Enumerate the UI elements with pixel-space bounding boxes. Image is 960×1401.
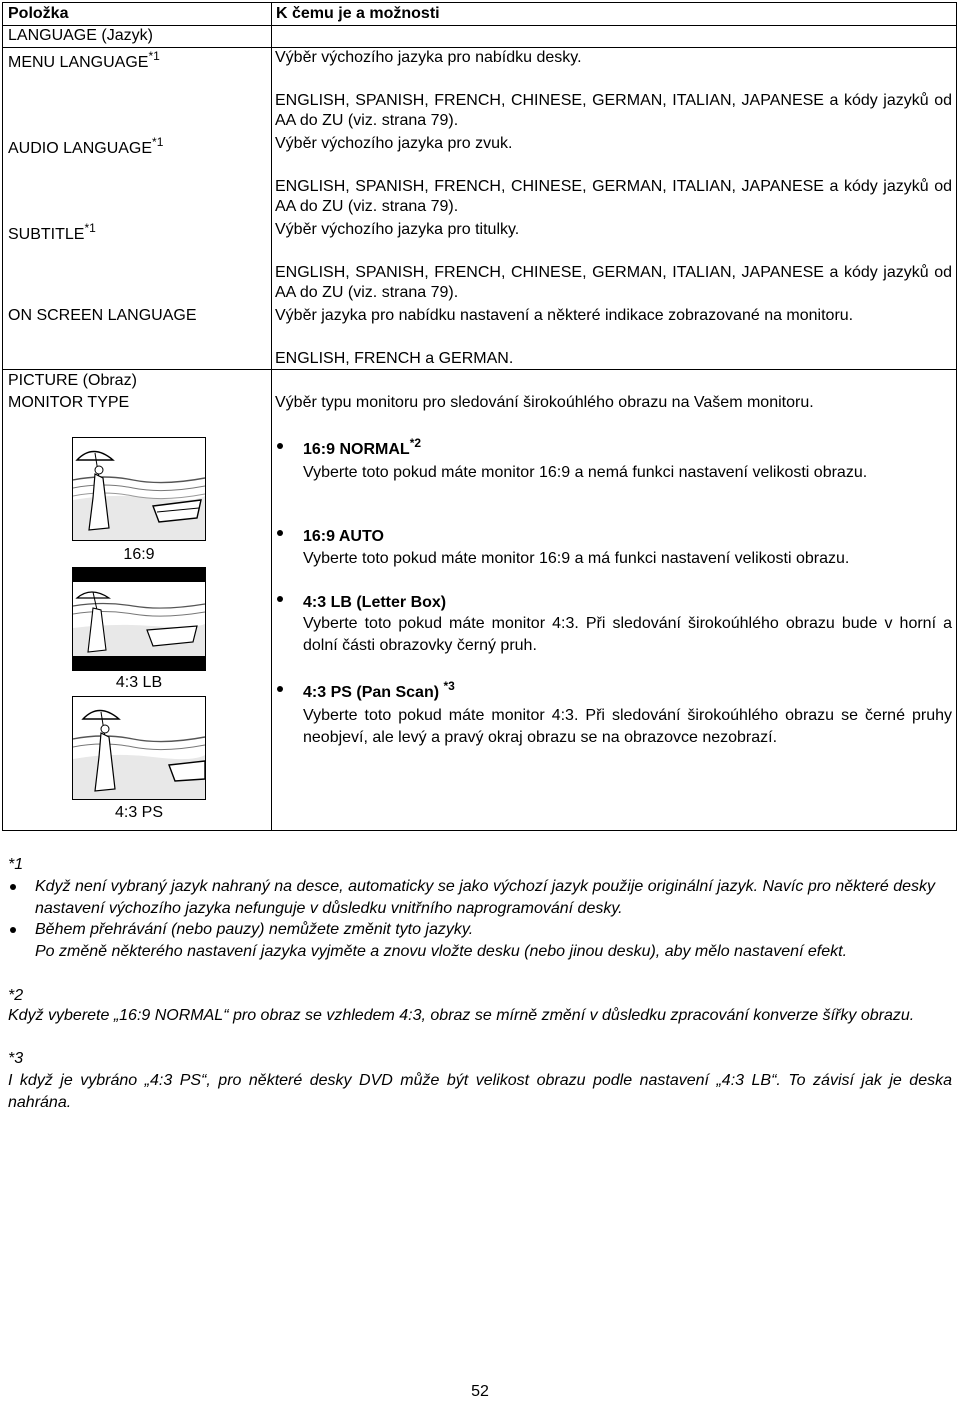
note-3-text: I když je vybráno „4:3 PS“, pro některé desky DVD může být velikost obrazu podle nastavení „4:3 LB“. To závisí jak je deska nahrána. [8,1072,952,1111]
row-audio-language-label: AUDIO LANGUAGE$^{*1}$ [8,134,164,157]
option-4-3-lb-text: Vyberte toto pokud máte monitor 4:3. Při sledování širokoúhlého obrazu bude v horní a dolní části obrazovky černý pruh. [303,615,952,654]
note-1-bullet-1: Když není vybraný jazyk nahraný na desce, automaticky se jako výchozí jazyk použije originální jazyk. Navíc pro některé desky nastavení výchozího jazyka nefunguje v důsledku vnitřního naprogramování desky. [35,878,935,917]
page-number: 52 [471,1383,489,1400]
option-4-3-lb-title: 4:3 LB (Letter Box) [303,594,447,611]
bullet-icon [277,530,283,536]
option-4-3-ps-title: 4:3 PS (Pan Scan) $^{*3}$ [303,678,455,701]
bullet-icon [277,443,283,449]
note-1-bullet-2b: Po změně některého nastavení jazyka vyjměte a znovu vložte desku (nebo jinou desku), aby mělo nastavení efekt. [35,943,848,960]
image-4-3-ps-label: 4:3 PS [114,804,164,821]
monitor-type-label: MONITOR TYPE [8,394,130,411]
row-on-screen-language-options: ENGLISH, FRENCH a GERMAN. [275,350,514,367]
note-1-bullet-2a: Během přehrávání (nebo pauzy) nemůžete změnit tyto jazyky. [35,921,474,938]
row-menu-language-desc: Výběr výchozího jazyka pro nabídku desky. [275,49,582,66]
section-divider-picture [3,369,956,370]
row-menu-language-label: MENU LANGUAGE$^{*1}$ [8,48,160,71]
option-4-3-ps-text: Vyberte toto pokud máte monitor 4:3. Při sledování širokoúhlého obrazu se černé pruhy neobjeví, ale levý a pravý okraj obrazu se na obrazovce nezobrazí. [303,707,952,746]
row-subtitle-label: SUBTITLE$^{*1}$ [8,220,96,243]
section-language-title: LANGUAGE (Jazyk) [8,27,153,44]
row-subtitle-desc: Výběr výchozího jazyka pro titulky. [275,221,520,238]
image-4-3-lb [72,567,206,671]
header-item: Položka [8,5,69,22]
row-on-screen-language-label: ON SCREEN LANGUAGE [8,307,197,324]
row-audio-language-desc: Výběr výchozího jazyka pro zvuk. [275,135,513,152]
note-2-mark: *2 [8,987,24,1004]
row-menu-language-options: ENGLISH, SPANISH, FRENCH, CHINESE, GERMAN, ITALIAN, JAPANESE a kódy jazyků od AA do ZU (viz. strana 79). [275,92,952,129]
note-3-mark: *3 [8,1050,24,1067]
bullet-icon [10,927,16,933]
header-description: K čemu je a možnosti [276,5,440,22]
note-1-mark: *1 [8,856,24,873]
section-picture-title: PICTURE (Obraz) [8,372,137,389]
option-16-9-normal-title: 16:9 NORMAL$^{*2}$ [303,435,422,458]
bullet-icon [277,596,283,602]
image-4-3-lb-label: 4:3 LB [115,674,163,691]
option-16-9-normal-text: Vyberte toto pokud máte monitor 16:9 a nemá funkci nastavení velikosti obrazu. [303,464,868,481]
image-4-3-ps [72,696,206,800]
row-audio-language-options: ENGLISH, SPANISH, FRENCH, CHINESE, GERMAN, ITALIAN, JAPANESE a kódy jazyků od AA do ZU (viz. strana 79). [275,178,952,215]
note-2-text: Když vyberete „16:9 NORMAL“ pro obraz se vzhledem 4:3, obraz se mírně změní v důsledku zpracování konverze šířky obrazu. [8,1007,915,1024]
row-subtitle-options: ENGLISH, SPANISH, FRENCH, CHINESE, GERMAN, ITALIAN, JAPANESE a kódy jazyků od AA do ZU (viz. strana 79). [275,264,952,301]
option-16-9-auto-title: 16:9 AUTO [303,528,384,545]
image-16-9 [72,437,206,541]
monitor-type-desc: Výběr typu monitoru pro sledování širokoúhlého obrazu na Vašem monitoru. [275,394,814,411]
row-on-screen-language-desc: Výběr jazyka pro nabídku nastavení a některé indikace zobrazované na monitoru. [275,307,854,324]
option-16-9-auto-text: Vyberte toto pokud máte monitor 16:9 a má funkci nastavení velikosti obrazu. [303,550,850,567]
bullet-icon [277,686,283,692]
column-divider [271,3,272,830]
bullet-icon [10,884,16,890]
image-16-9-label: 16:9 [123,546,155,563]
